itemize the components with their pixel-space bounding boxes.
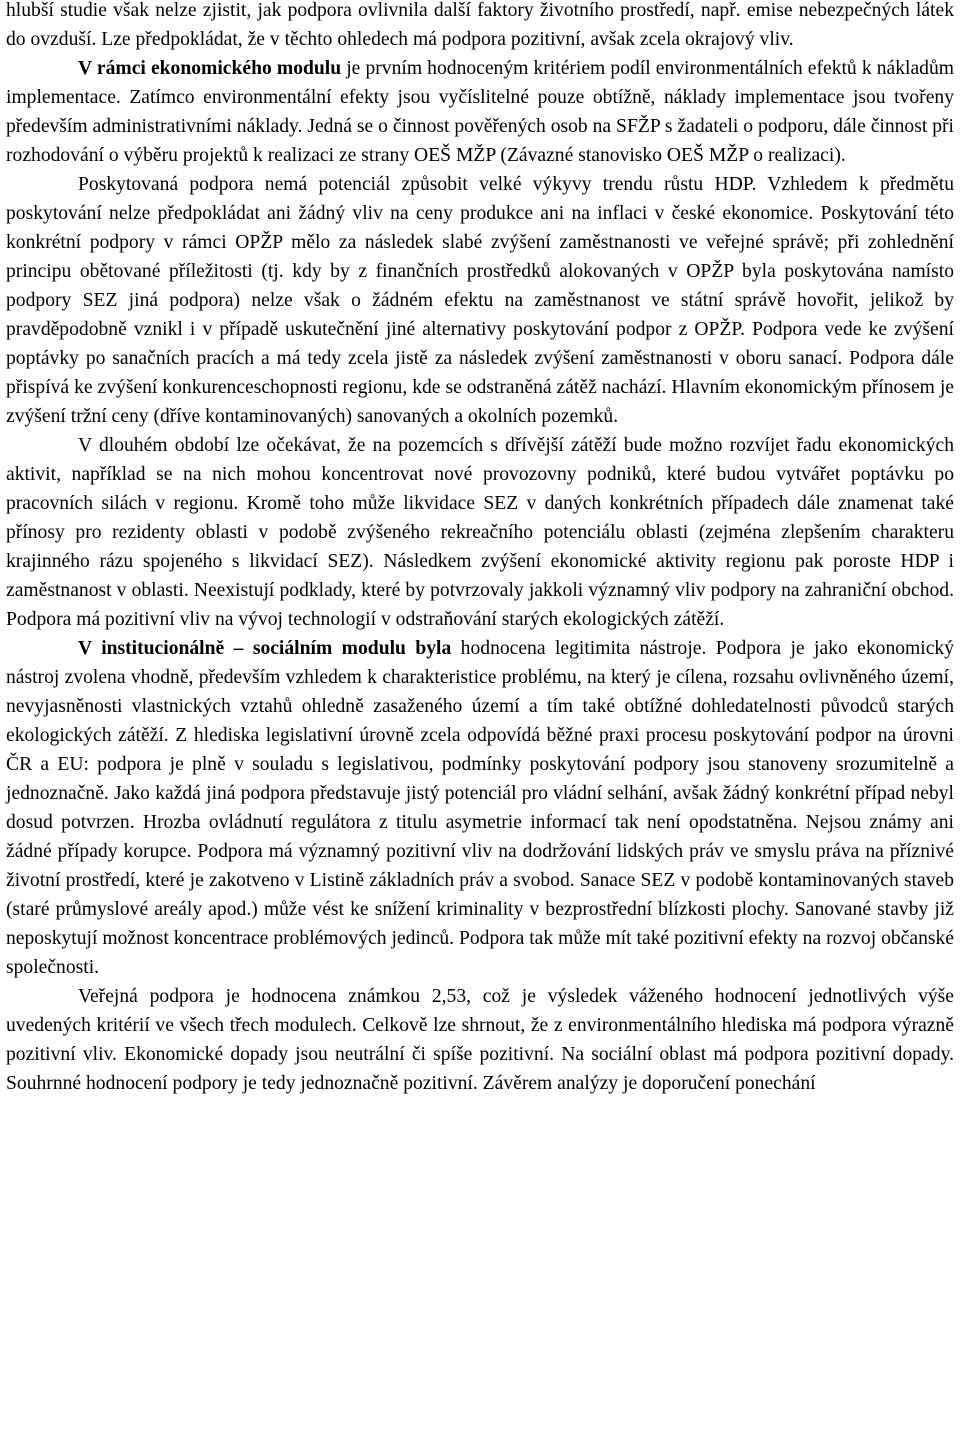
paragraph-environmental-impact — [6, 0, 954, 54]
paragraph-text: hodnocena legitimita nástroje. Podpora je jako ekonomický nástroj zvolena vhodně, především vzhledem k charakteristice problému, na který je cílena, rozsahu ovlivněného území, nevyjasněnosti vlastnických vztahů ohledně zasaženého území a tím také obtížné dohledatelnosti původců starých ekologických zátěží. Z hlediska legislativní úrovně zcela odpovídá běžné praxi procesu poskytování podpor na úrovni ČR a EU: podpora je plně v souladu s legislativou, podmínky poskytování podpory jsou stanoveny srozumitelně a jednoznačně. Jako každá jiná podpora představuje jistý potenciál pro vládní selhání, avšak žádný konkrétní případ nebyl dosud potvrzen. Hrozba ovládnutí regulátora z titulu asymetrie informací tak není opodstatněna. Nejsou známy ani žádné případy korupce. Podpora má významný pozitivní vliv na dodržování lidských práv ve smyslu práva na příznivé životní prostředí, které je zakotveno v Listině základních práv a svobod. Sanace SEZ v podobě kontaminovaných staveb (staré průmyslové areály apod.) může vést ke snížení kriminality v bezprostřední blízkosti plochy. Sanované stavby již neposkytují možnost koncentrace problémových jedinců. Podpora tak může mít také pozitivní efekty na rozvoj občanské společnosti. — [6, 638, 955, 978]
institutional-module-heading: V institucionálně – sociálním modulu byla — [78, 638, 452, 659]
paragraph-text: je prvním hodnoceným kritériem podíl environmentálních efektů k nákladům implementace. Zatímco environmentální efekty jsou vyčíslitelné pouze obtížně, náklady implementace jsou tvořeny především administrativními náklady. Jedná se o činnost pověřených osob na SFŽP s žadateli o podporu, dále činnost při rozhodování o výběru projektů k realizaci ze strany OEŠ MŽP (Závazné stanovisko OEŠ MŽP o realizaci). — [6, 58, 954, 166]
paragraph-text: Veřejná podpora je hodnocena známkou 2,53, což je výsledek váženého hodnocení jednotlivých výše uvedených kritérií ve všech třech modulech. Celkově lze shrnout, že z environmentálního hlediska má podpora výrazně pozitivní vliv. Ekonomické dopady jsou neutrální či spíše pozitivní. Na sociální oblast má podpora pozitivní dopady. Souhrnné hodnocení podpory je tedy jednoznačně pozitivní. Závěrem analýzy je doporučení ponechání — [6, 986, 954, 1094]
paragraph-text: Poskytovaná podpora nemá potenciál způsobit velké výkyvy trendu růstu HDP. Vzhledem k předmětu poskytování nelze předpokládat ani žádný vliv na ceny produkce ani na inflaci v české ekonomice. Poskytování této konkrétní podpory v rámci OPŽP mělo za následek slabé zvýšení zaměstnanosti ve veřejné správě; při zohlednění principu obětované příležitosti (tj. kdy by z finančních prostředků alokovaných v OPŽP byla poskytována namísto podpory SEZ jiná podpora) nelze však o žádném efektu na zaměstnanost ve státní správě hovořit, jelikož by pravděpodobně vznikl i v případě uskutečnění jiné alternativy poskytování podpor z OPŽP. Podpora vede ke zvýšení poptávky po sanačních pracích a má tedy zcela jistě za následek zvýšení zaměstnanosti v oboru sanací. Podpora dále přispívá ke zvýšení konkurenceschopnosti regionu, kde se odstraněná zátěž nachází. Hlavním ekonomickým přínosem je zvýšení tržní ceny (dříve kontaminovaných) sanovaných a okolních pozemků. — [6, 174, 954, 427]
economic-module-heading: V rámci ekonomického modulu — [78, 58, 342, 79]
document-page — [6, 0, 954, 1098]
paragraph-text: hlubší studie však nelze zjistit, jak podpora ovlivnila další faktory životního prostředí, např. emise nebezpečných látek do ovzduší. Lze předpokládat, že v těchto ohledech má podpora pozitivní, avšak zcela okrajový vliv. — [6, 0, 954, 50]
paragraph-gdp-impact — [6, 170, 954, 431]
paragraph-overall-rating — [6, 982, 954, 1098]
paragraph-text: V dlouhém období lze očekávat, že na pozemcích s dřívější zátěží bude možno rozvíjet řadu ekonomických aktivit, například se na nich mohou koncentrovat nové provozovny podniků, které budou vytvářet poptávku po pracovních silách v regionu. Kromě toho může likvidace SEZ v daných konkrétních případech dále znamenat také přínosy pro rezidenty oblasti v podobě zvýšeného rekreačního potenciálu oblasti (zejména zlepšením charakteru krajinného rázu spojeného s likvidací SEZ). Následkem zvýšení ekonomické aktivity regionu pak poroste HDP i zaměstnanost v oblasti. Neexistují podklady, které by potvrzovaly jakkoli významný vliv podpory na zahraniční obchod. Podpora má pozitivní vliv na vývoj technologií v odstraňování starých ekologických zátěží. — [6, 435, 954, 630]
paragraph-long-term — [6, 431, 954, 634]
paragraph-economic-module — [6, 54, 954, 170]
paragraph-institutional-module — [6, 634, 954, 982]
